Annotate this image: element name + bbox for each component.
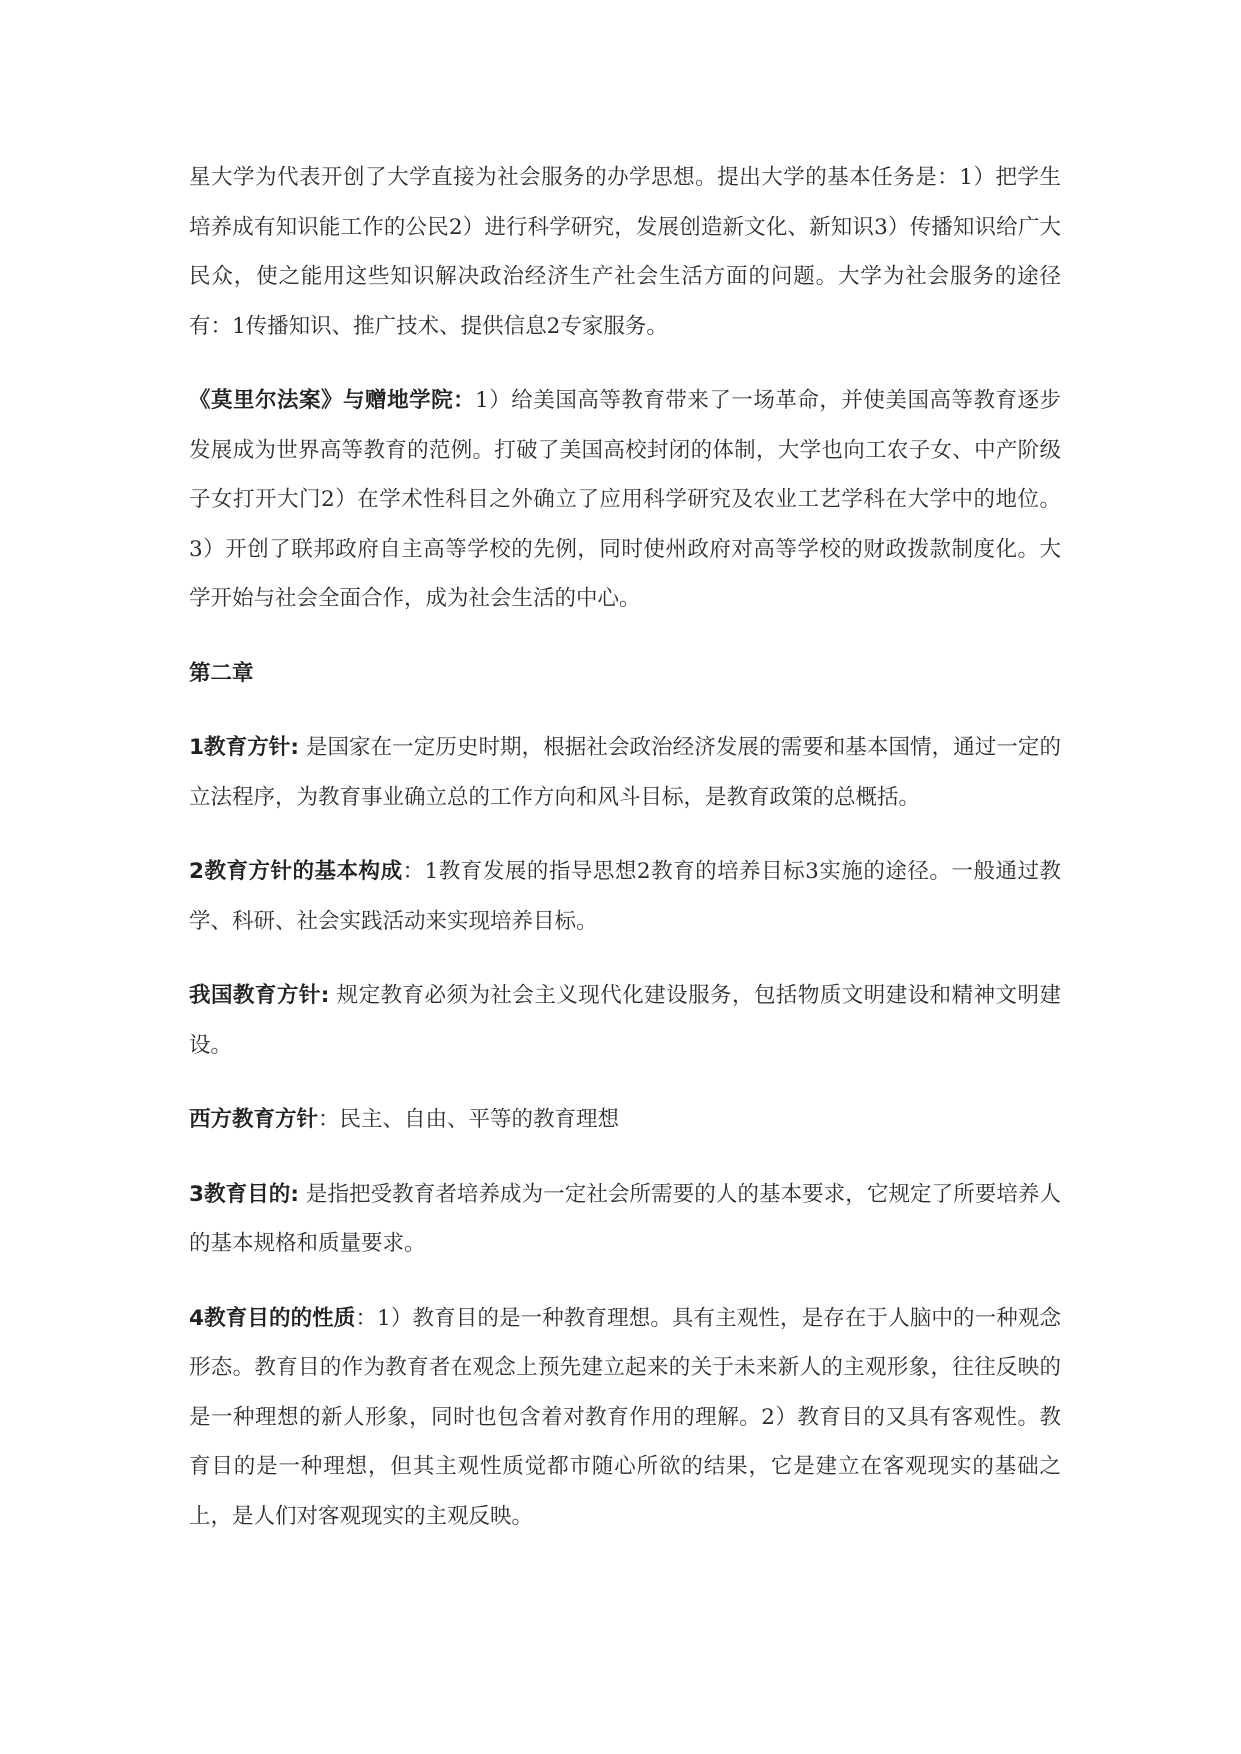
term-aim-nature: 4教育目的的性质 [189, 1305, 356, 1331]
paragraph-text: 1）给美国高等教育带来了一场革命，并使美国高等教育逐步发展成为世界高等教育的范例。打破了美国高校封闭的体制，大学也向工农子女、中产阶级子女打开大门2）在学术性科目之外确立了应用科学研究及农业工艺学科在大学中的地位。3）开创了联邦政府自主高等学校的先例，同时使州政府对高等学校的财政拨款制度化。大学开始与社会全面合作，成为社会生活的中心。 [189, 388, 1061, 611]
paragraph-education-policy [189, 723, 1061, 822]
document-page [189, 153, 1061, 1541]
paragraph-gap [189, 351, 1061, 376]
term-morrill-act: 《莫里尔法案》与赠地学院： [189, 388, 476, 413]
paragraph-china-policy [189, 971, 1061, 1070]
paragraph-gap [189, 946, 1061, 971]
term-education-aim: 3教育目的: [189, 1181, 299, 1207]
paragraph-gap [189, 822, 1061, 847]
term-education-policy: 1教育方针: [189, 735, 299, 760]
term-china-policy: 我国教育方针: [189, 983, 330, 1008]
chapter-heading: 第二章 [189, 660, 254, 686]
paragraph-education-aim [189, 1170, 1061, 1269]
paragraph-text: 是国家在一定历史时期，根据社会政治经济发展的需要和基本国情，通过一定的立法程序，为教育事业确立总的工作方向和风斗目标，是教育政策的总概括。 [189, 735, 1061, 810]
term-policy-components: 2教育方针的基本构成 [189, 859, 403, 884]
paragraph-text: 星大学为代表开创了大学直接为社会服务的办学思想。提出大学的基本任务是：1）把学生培养成有知识能工作的公民2）进行科学研究，发展创造新文化、新知识3）传播知识给广大民众，使之能用这些知识解决政治经济生产社会生活方面的问题。大学为社会服务的途径有：1传播知识、推广技术、提供信息2专家服务。 [189, 165, 1061, 339]
paragraph-gap [189, 624, 1061, 649]
term-western-policy: 西方教育方针 [189, 1107, 319, 1132]
paragraph-text: 是指把受教育者培养成为一定社会所需要的人的基本要求，它规定了所要培养人的基本规格和质量要求。 [189, 1181, 1061, 1256]
paragraph-gap [189, 1269, 1061, 1294]
paragraph-policy-components [189, 847, 1061, 946]
paragraph-gap [189, 1070, 1061, 1095]
paragraph-text: ：民主、自由、平等的教育理想 [318, 1107, 620, 1132]
paragraph-gap [189, 698, 1061, 723]
paragraph-text: ：1）教育目的是一种教育理想。具有主观性，是存在于人脑中的一种观念形态。教育目的作为教育者在观念上预先建立起来的关于未来新人的主观形象，往往反映的是一种理想的新人形象，同时也包含着对教育作用的理解。2）教育目的又具有客观性。教育目的是一种理想，但其主观性质觉都市随心所欲的结果，它是建立在客观现实的基础之上，是人们对客观现实的主观反映。 [189, 1305, 1061, 1529]
paragraph-text: ：1教育发展的指导思想2教育的培养目标3实施的途径。一般通过教学、科研、社会实践活动来实现培养目标。 [189, 859, 1061, 934]
paragraph-text: 规定教育必须为社会主义现代化建设服务，包括物质文明建设和精神文明建设。 [189, 983, 1061, 1058]
paragraph-western-policy [189, 1095, 1061, 1145]
paragraph-wisconsin-idea [189, 153, 1061, 351]
paragraph-aim-nature [189, 1294, 1061, 1542]
paragraph-gap [189, 1145, 1061, 1170]
paragraph-morrill-act [189, 376, 1061, 624]
